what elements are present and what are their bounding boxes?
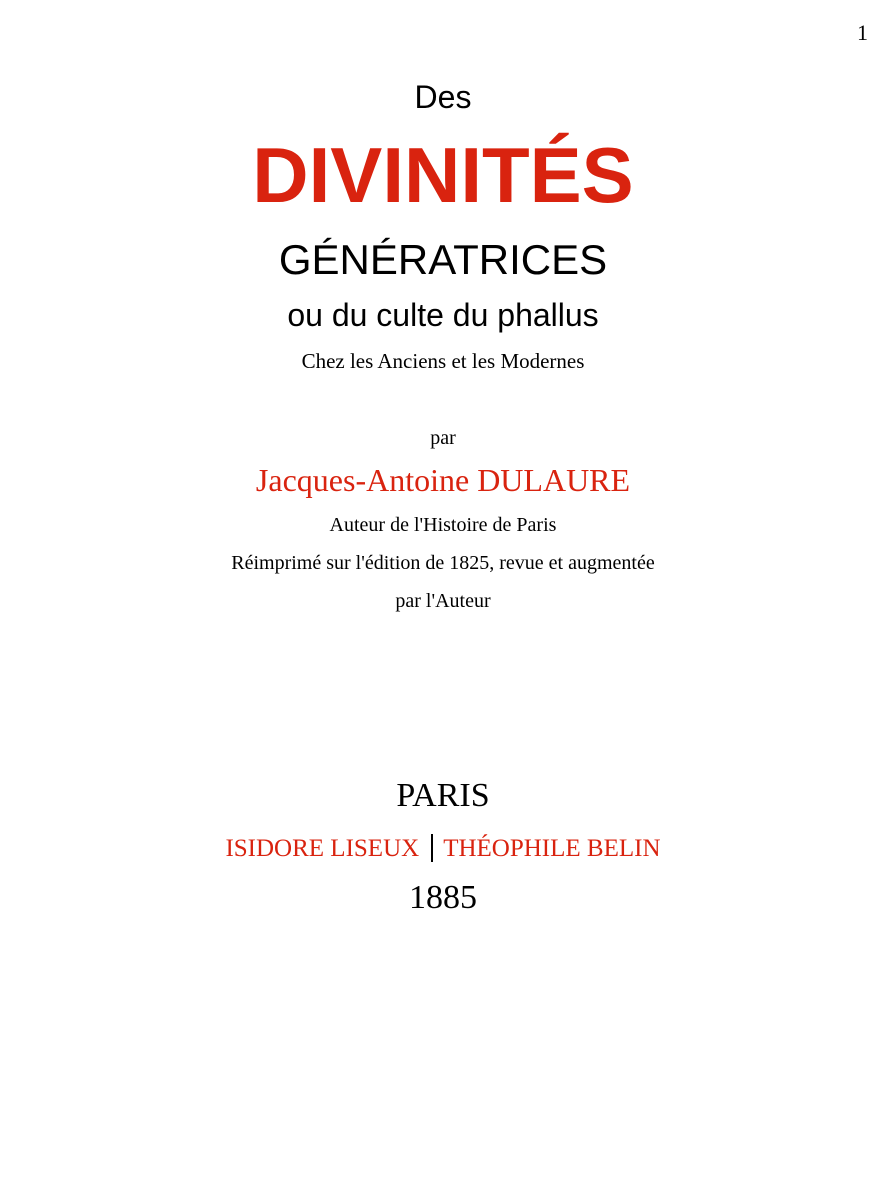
title-prefix: Des	[414, 79, 472, 115]
imprint-publishers	[0, 834, 886, 864]
author-description: Auteur de l'Histoire de Paris	[329, 514, 557, 536]
imprint-city: PARIS	[396, 777, 490, 814]
tagline: Chez les Anciens et les Modernes	[301, 349, 585, 373]
publisher-name: THÉOPHILE BELIN	[443, 835, 661, 862]
reprint-by: par l'Auteur	[395, 590, 491, 612]
main-title: DIVINITÉS	[252, 131, 634, 219]
author-name: Jacques-Antoine DULAURE	[255, 462, 631, 498]
publisher-name: ISIDORE LISEUX	[225, 835, 420, 862]
publisher-divider	[431, 834, 433, 862]
subtitle: ou du culte du phallus	[287, 297, 599, 333]
byline-par: par	[430, 427, 456, 449]
title-continuation: GÉNÉRATRICES	[278, 236, 608, 283]
page-number: 1	[857, 20, 868, 45]
imprint-year: 1885	[409, 879, 477, 916]
reprint-note: Réimprimé sur l'édition de 1825, revue et augmentée	[231, 552, 655, 574]
